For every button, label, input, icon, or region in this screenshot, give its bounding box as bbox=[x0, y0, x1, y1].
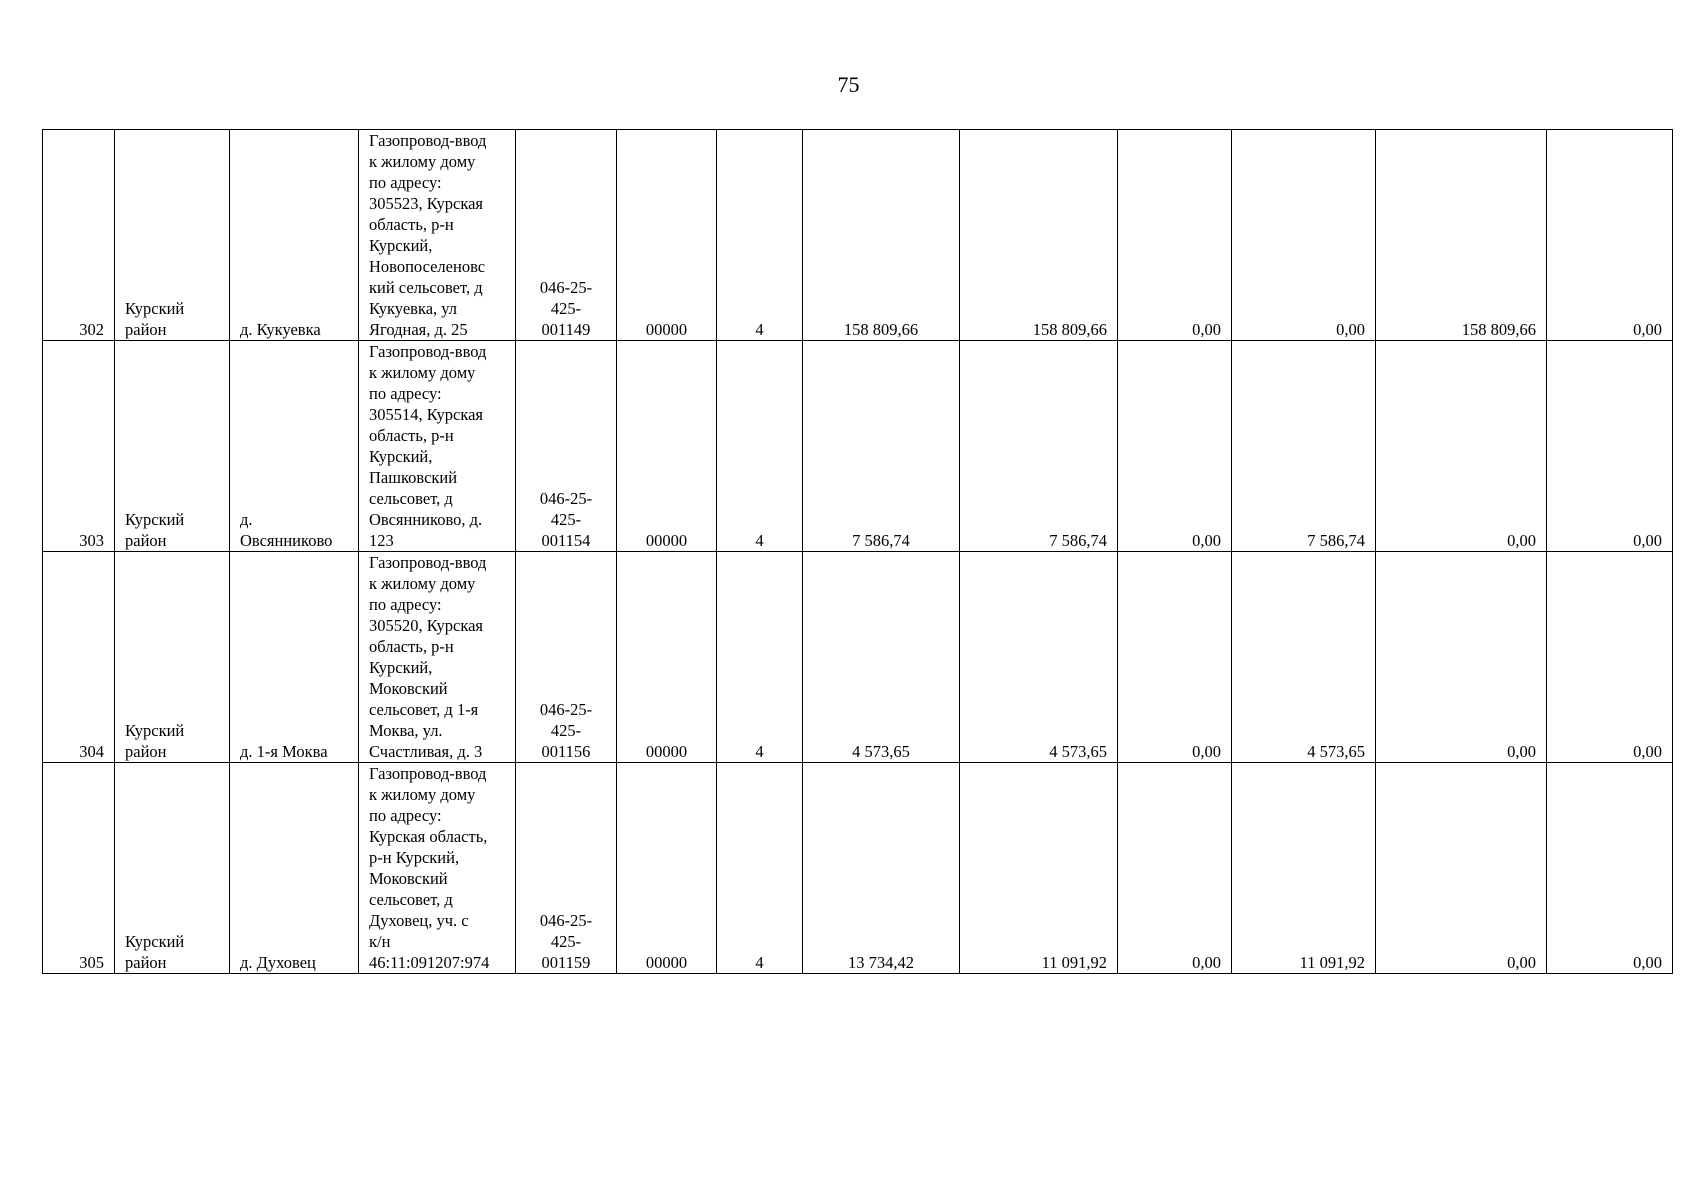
total-value-cell bbox=[803, 552, 960, 763]
group-cell bbox=[717, 552, 803, 763]
district-cell bbox=[115, 763, 230, 974]
kind-code-cell bbox=[617, 552, 717, 763]
value-col9-text: 4 573,65 bbox=[1049, 742, 1107, 761]
settlement-cell bbox=[230, 341, 359, 552]
district-cell bbox=[115, 552, 230, 763]
value-col9-text: 158 809,66 bbox=[1032, 320, 1107, 339]
page-number bbox=[0, 72, 1697, 98]
value-col12-cell bbox=[1376, 763, 1547, 974]
district-cell bbox=[115, 130, 230, 341]
object-code-cell bbox=[516, 130, 617, 341]
settlement-cell bbox=[230, 130, 359, 341]
table-row bbox=[43, 130, 1673, 341]
value-col13-cell bbox=[1547, 341, 1673, 552]
value-col10-cell bbox=[1118, 552, 1232, 763]
total-value-text: 13 734,42 bbox=[848, 953, 914, 972]
value-col10-text: 0,00 bbox=[1192, 531, 1221, 550]
object-code-text: 046-25- 425- 001149 bbox=[539, 278, 593, 339]
group-text: 4 bbox=[755, 953, 764, 972]
object-description-text: Газопровод-ввод к жилому дому по адресу: 305523, Курская область, р-н Курский, Новопоселеновс кий сельсовет, д Кукуевка, ул Ягодная, д. 25 bbox=[369, 131, 487, 339]
settlement-text: д. Кукуевка bbox=[240, 320, 321, 339]
group-cell bbox=[717, 130, 803, 341]
object-description-cell bbox=[359, 130, 516, 341]
district-text: Курский район bbox=[125, 932, 185, 972]
object-description-cell bbox=[359, 763, 516, 974]
value-col12-text: 0,00 bbox=[1507, 953, 1536, 972]
registry-table bbox=[42, 129, 1673, 974]
kind-code-cell bbox=[617, 763, 717, 974]
value-col13-cell bbox=[1547, 130, 1673, 341]
value-col11-text: 7 586,74 bbox=[1307, 531, 1365, 550]
row-number-cell bbox=[43, 130, 115, 341]
district-text: Курский район bbox=[125, 299, 185, 339]
district-text: Курский район bbox=[125, 721, 185, 761]
row-number-text: 304 bbox=[79, 742, 104, 761]
value-col13-cell bbox=[1547, 552, 1673, 763]
district-cell bbox=[115, 341, 230, 552]
value-col12-text: 0,00 bbox=[1507, 742, 1536, 761]
object-description-text: Газопровод-ввод к жилому дому по адресу: Курская область, р-н Курский, Моковский сельсовет, д Духовец, уч. с к/н 46:11:091207:974 bbox=[369, 764, 490, 972]
value-col10-cell bbox=[1118, 130, 1232, 341]
value-col11-text: 0,00 bbox=[1336, 320, 1365, 339]
settlement-cell bbox=[230, 763, 359, 974]
value-col13-text: 0,00 bbox=[1633, 953, 1662, 972]
row-number-text: 305 bbox=[79, 953, 104, 972]
table-body bbox=[43, 130, 1673, 974]
value-col9-cell bbox=[960, 130, 1118, 341]
value-col12-cell bbox=[1376, 341, 1547, 552]
value-col10-cell bbox=[1118, 341, 1232, 552]
kind-code-text: 00000 bbox=[645, 953, 688, 972]
kind-code-text: 00000 bbox=[645, 531, 688, 550]
row-number-cell bbox=[43, 552, 115, 763]
district-text: Курский район bbox=[125, 510, 185, 550]
kind-code-cell bbox=[617, 341, 717, 552]
object-description-cell bbox=[359, 341, 516, 552]
settlement-text: д. Овсянниково bbox=[240, 510, 333, 550]
row-number-text: 303 bbox=[79, 531, 104, 550]
object-code-text: 046-25- 425- 001159 bbox=[539, 911, 593, 972]
value-col13-text: 0,00 bbox=[1633, 531, 1662, 550]
object-description-cell bbox=[359, 552, 516, 763]
object-code-text: 046-25- 425- 001154 bbox=[539, 489, 593, 550]
object-code-cell bbox=[516, 552, 617, 763]
settlement-text: д. 1-я Моква bbox=[240, 742, 328, 761]
value-col11-cell bbox=[1232, 130, 1376, 341]
value-col10-text: 0,00 bbox=[1192, 953, 1221, 972]
value-col10-text: 0,00 bbox=[1192, 320, 1221, 339]
value-col11-cell bbox=[1232, 341, 1376, 552]
value-col10-cell bbox=[1118, 763, 1232, 974]
object-description-text: Газопровод-ввод к жилому дому по адресу: 305514, Курская область, р-н Курский, Пашковский сельсовет, д Овсянниково, д. 123 bbox=[369, 342, 487, 550]
table-row bbox=[43, 341, 1673, 552]
page-number-text: 75 bbox=[837, 72, 860, 97]
value-col13-text: 0,00 bbox=[1633, 320, 1662, 339]
kind-code-text: 00000 bbox=[645, 320, 688, 339]
row-number-cell bbox=[43, 763, 115, 974]
kind-code-text: 00000 bbox=[645, 742, 688, 761]
value-col13-text: 0,00 bbox=[1633, 742, 1662, 761]
value-col9-cell bbox=[960, 763, 1118, 974]
total-value-cell bbox=[803, 130, 960, 341]
value-col9-text: 11 091,92 bbox=[1041, 953, 1107, 972]
value-col11-cell bbox=[1232, 552, 1376, 763]
value-col11-text: 11 091,92 bbox=[1299, 953, 1365, 972]
value-col9-text: 7 586,74 bbox=[1049, 531, 1107, 550]
value-col12-text: 158 809,66 bbox=[1461, 320, 1536, 339]
object-description-text: Газопровод-ввод к жилому дому по адресу: 305520, Курская область, р-н Курский, Моковский сельсовет, д 1-я Моква, ул. Счастливая, д. 3 bbox=[369, 553, 487, 761]
value-col12-cell bbox=[1376, 130, 1547, 341]
table-row bbox=[43, 552, 1673, 763]
group-text: 4 bbox=[755, 742, 764, 761]
group-cell bbox=[717, 763, 803, 974]
group-text: 4 bbox=[755, 320, 764, 339]
object-code-cell bbox=[516, 763, 617, 974]
group-cell bbox=[717, 341, 803, 552]
group-text: 4 bbox=[755, 531, 764, 550]
value-col12-text: 0,00 bbox=[1507, 531, 1536, 550]
total-value-cell bbox=[803, 763, 960, 974]
value-col12-cell bbox=[1376, 552, 1547, 763]
value-col9-cell bbox=[960, 552, 1118, 763]
row-number-text: 302 bbox=[79, 320, 104, 339]
value-col11-cell bbox=[1232, 763, 1376, 974]
kind-code-cell bbox=[617, 130, 717, 341]
value-col10-text: 0,00 bbox=[1192, 742, 1221, 761]
value-col9-cell bbox=[960, 341, 1118, 552]
total-value-cell bbox=[803, 341, 960, 552]
total-value-text: 158 809,66 bbox=[843, 320, 919, 339]
value-col13-cell bbox=[1547, 763, 1673, 974]
object-code-text: 046-25- 425- 001156 bbox=[539, 700, 593, 761]
row-number-cell bbox=[43, 341, 115, 552]
table-row bbox=[43, 763, 1673, 974]
settlement-cell bbox=[230, 552, 359, 763]
settlement-text: д. Духовец bbox=[240, 953, 316, 972]
object-code-cell bbox=[516, 341, 617, 552]
value-col11-text: 4 573,65 bbox=[1307, 742, 1365, 761]
total-value-text: 7 586,74 bbox=[852, 531, 910, 550]
total-value-text: 4 573,65 bbox=[852, 742, 910, 761]
